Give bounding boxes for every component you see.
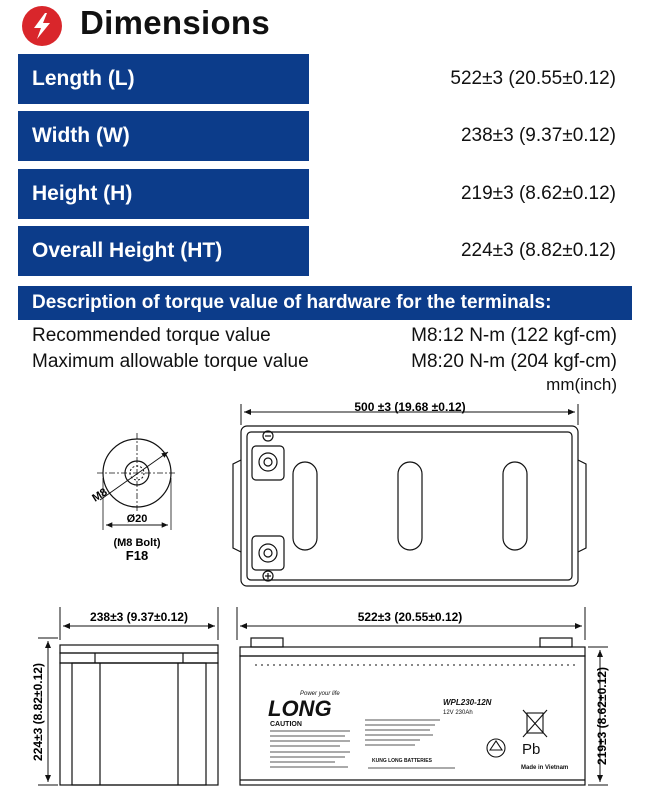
rating-label: 12V 230Ah <box>443 710 473 716</box>
side-width-label: 238±3 (9.37±0.12) <box>90 610 188 624</box>
side-width-dimension <box>60 607 218 640</box>
front-height-dimension <box>588 647 609 785</box>
terminal-type-label: (M8 Bolt) <box>113 537 161 549</box>
dimension-label-height: Height (H) <box>18 169 309 219</box>
dimension-label-length: Length (L) <box>18 54 309 104</box>
dimension-value-length: 522±3 (20.55±0.12) <box>450 68 616 89</box>
front-length-dimension <box>237 607 585 640</box>
terminal-diameter-label: Ø20 <box>126 513 148 525</box>
dimension-label-overall-height: Overall Height (HT) <box>18 226 309 276</box>
brand-logo: LONG <box>268 696 332 721</box>
torque-maximum-label: Maximum allowable torque value <box>32 351 309 372</box>
dimension-value-width: 238±3 (9.37±0.12) <box>460 125 616 146</box>
battery-top-view <box>233 426 586 586</box>
wheelie-bin-icon <box>523 710 547 737</box>
battery-label <box>268 691 568 771</box>
terminal-detail <box>90 433 177 563</box>
overall-height-label: 224±3 (8.82±0.12) <box>31 663 45 761</box>
brand-tagline: Power your life <box>300 691 340 697</box>
top-length-dimension <box>241 400 578 425</box>
height-label: 219±3 (8.62±0.12) <box>595 667 609 765</box>
torque-maximum-value: M8:20 N-m (204 kgf-cm) <box>411 351 617 372</box>
torque-recommended-value: M8:12 N-m (122 kgf-cm) <box>411 325 617 346</box>
top-length-label: 500 ±3 (19.68 ±0.12) <box>354 400 466 414</box>
made-in-label: Made in Vietnam <box>521 765 569 771</box>
torque-heading: Description of torque value of hardware for the terminals: <box>18 286 632 320</box>
front-length-label: 522±3 (20.55±0.12) <box>357 610 463 624</box>
dimension-value-overall-height: 224±3 (8.82±0.12) <box>460 240 616 261</box>
lightning-bolt-icon <box>22 6 62 46</box>
terminal-code-label: F18 <box>125 548 149 563</box>
torque-recommended-label: Recommended torque value <box>32 325 271 346</box>
manufacturer-label: KUNG LONG BATTERIES <box>372 758 432 764</box>
unit-note: mm(inch) <box>546 375 617 394</box>
side-height-dimension <box>31 638 58 785</box>
battery-side-view <box>60 645 218 785</box>
recycle-icon <box>487 739 505 757</box>
page-title: Dimensions <box>80 4 271 41</box>
terminal-thread-label: M8 <box>90 486 110 505</box>
lead-symbol: Pb <box>522 741 541 758</box>
dimension-value-height: 219±3 (8.62±0.12) <box>460 183 616 204</box>
battery-drawing <box>0 395 648 797</box>
dimension-label-width: Width (W) <box>18 111 309 161</box>
caution-title: CAUTION <box>270 721 302 728</box>
model-label: WPL230-12N <box>443 698 492 707</box>
